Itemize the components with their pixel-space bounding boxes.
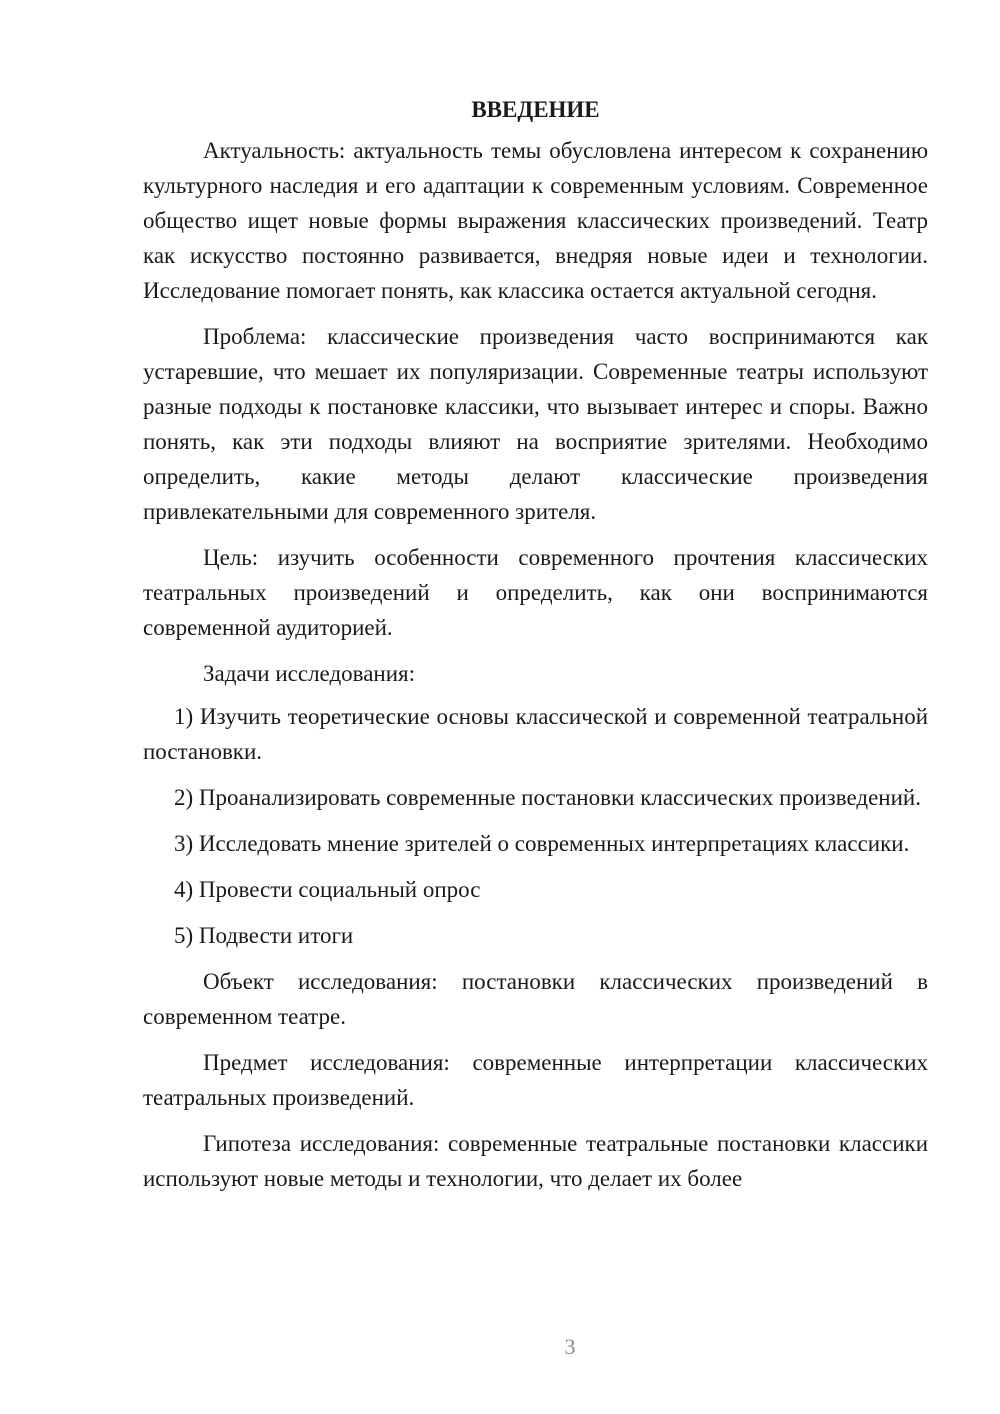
task-item-5: 5) Подвести итоги — [174, 923, 354, 948]
hypothesis-paragraph: Гипотеза исследования: современные театральные постановки классики используют новые методы и технологии, что делает их более — [143, 1131, 928, 1191]
task-item-4: 4) Провести социальный опрос — [174, 877, 481, 902]
relevance-paragraph: Актуальность: актуальность темы обусловлена интересом к сохранению культурного наследия и его адаптации к современным условиям. Современное общество ищет новые формы выражения классических произведений. Театр как искусство постоянно развивается, внедряя новые идеи и технологии. Исследование помогает понять, как классика остается актуальной сегодня. — [143, 138, 928, 303]
task-item-1: 1) Изучить теоретические основы классической и современной театральной постановки. — [143, 704, 928, 764]
subject-paragraph: Предмет исследования: современные интерпретации классических театральных произведений. — [143, 1050, 928, 1110]
page-content — [143, 92, 928, 1207]
task-item-2: 2) Проанализировать современные постановки классических произведений. — [174, 785, 921, 810]
tasks-heading: Задачи исследования: — [203, 661, 416, 686]
page-title: ВВЕДЕНИЕ — [471, 97, 600, 122]
page-number: 3 — [564, 1334, 576, 1359]
goal-paragraph: Цель: изучить особенности современного прочтения классических театральных произведений и определить, как они воспринимаются современной аудиторией. — [143, 545, 928, 640]
object-paragraph: Объект исследования: постановки классических произведений в современном театре. — [143, 969, 928, 1029]
problem-paragraph: Проблема: классические произведения часто воспринимаются как устаревшие, что мешает их популяризации. Современные театры используют разные подходы к постановке классики, что вызывает интерес и споры. Важно понять, как эти подходы влияют на восприятие зрителями. Необходимо определить, какие методы делают классические произведения привлекательными для современного зрителя. — [143, 324, 928, 524]
task-item-3: 3) Исследовать мнение зрителей о современных интерпретациях классики. — [174, 831, 910, 856]
